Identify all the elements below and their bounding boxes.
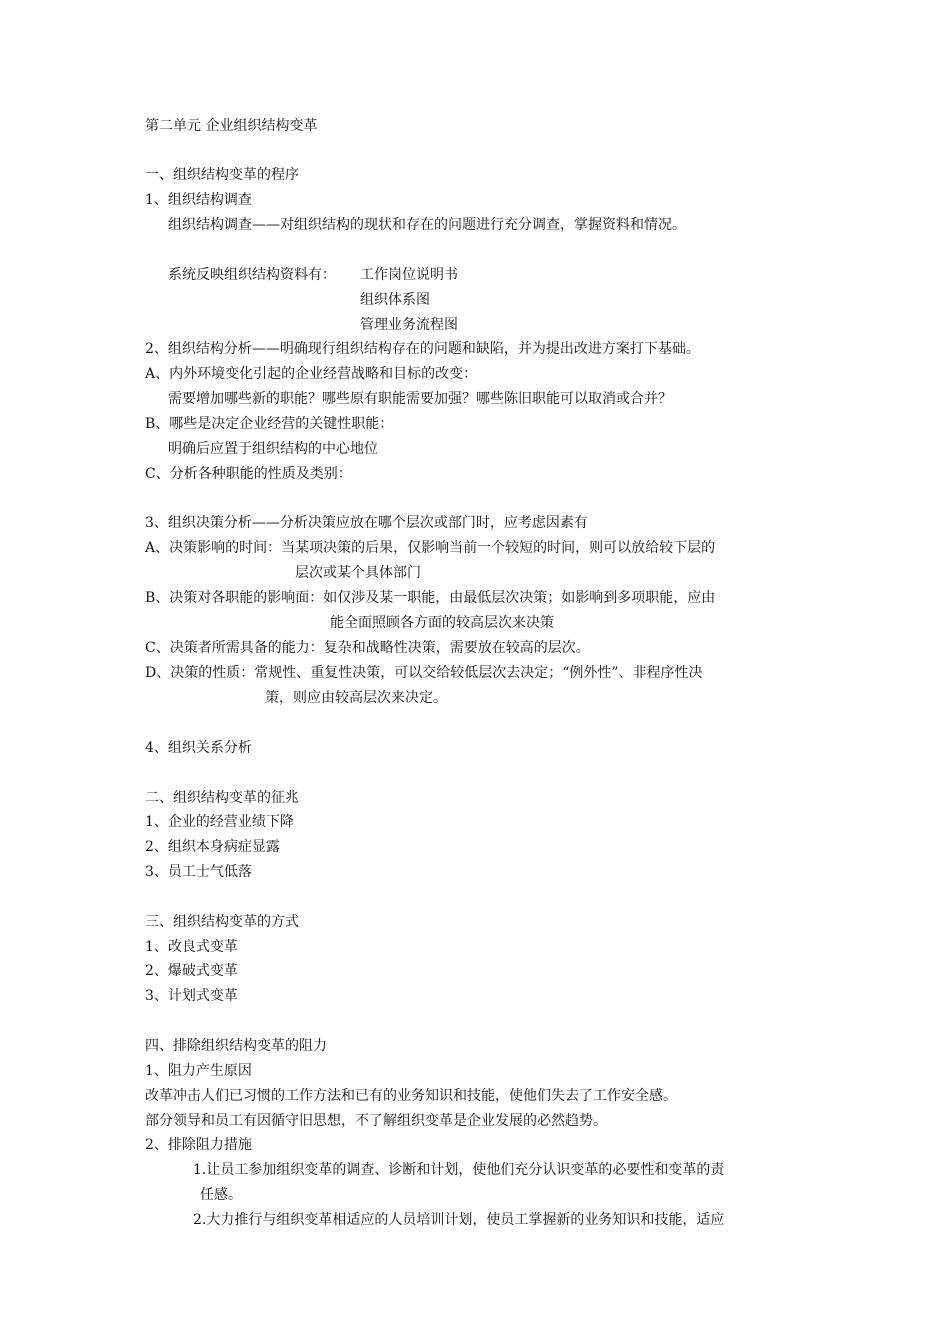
subsection-2-heading: 2、组织结构分析——明确现行组织结构存在的问题和缺陷，并为提出改进方案打下基础。	[145, 341, 700, 357]
analysis-item-a: A、内外环境变化引起的企业经营战略和目标的改变：	[145, 366, 478, 382]
analysis-item-b: B、哪些是决定企业经营的关键性职能：	[145, 416, 394, 432]
analysis-item-a-detail: 需要增加哪些新的职能？哪些原有职能需要加强？哪些陈旧职能可以取消或合并？	[168, 391, 672, 407]
subsection-heading: 2、排除阻力措施	[145, 1137, 252, 1153]
subsection-1-heading: 1、组织结构调查	[145, 192, 252, 208]
materials-item: 组织体系图	[360, 292, 430, 308]
subsection-1-definition: 组织结构调查——对组织结构的现状和存在的问题进行充分调查，掌握资料和情况。	[168, 217, 686, 233]
list-item: 2、爆破式变革	[145, 963, 238, 979]
section-1-heading: 一、组织结构变革的程序	[145, 167, 299, 183]
measure-item-1: 1.让员工参加组织变革的调查、诊断和计划，使他们充分认识变革的必要性和变革的责	[193, 1162, 725, 1178]
analysis-item-b-detail: 明确后应置于组织结构的中心地位	[168, 441, 378, 457]
subsection-heading: 1、阻力产生原因	[145, 1063, 252, 1079]
measure-item-2: 2.大力推行与组织变革相适应的人员培训计划，使员工掌握新的业务知识和技能，适应	[193, 1212, 725, 1228]
list-item: 1、改良式变革	[145, 939, 238, 955]
list-item: 3、计划式变革	[145, 988, 238, 1004]
decision-item-a-cont: 层次或某个具体部门	[295, 565, 421, 581]
materials-item: 工作岗位说明书	[360, 267, 458, 283]
resistance-reason: 改革冲击人们已习惯的工作方法和已有的业务知识和技能，使他们失去了工作安全感。	[145, 1088, 677, 1104]
subsection-3-heading: 3、组织决策分析——分析决策应放在哪个层次或部门时，应考虑因素有	[145, 515, 588, 531]
subsection-4-heading: 4、组织关系分析	[145, 740, 252, 756]
list-item: 2、组织本身病症显露	[145, 839, 280, 855]
page-title: 第二单元 企业组织结构变革	[145, 118, 318, 134]
decision-item-d-cont: 策，则应由较高层次来决定。	[265, 690, 447, 706]
section-3-heading: 三、组织结构变革的方式	[145, 914, 299, 930]
analysis-item-c: C、分析各种职能的性质及类别：	[145, 466, 352, 482]
list-item: 1、企业的经营业绩下降	[145, 814, 294, 830]
materials-label: 系统反映组织结构资料有：	[168, 267, 336, 283]
section-2-heading: 二、组织结构变革的征兆	[145, 790, 299, 806]
decision-item-d: D、决策的性质：常规性、重复性决策，可以交给较低层次去决定；“例外性”、非程序性决	[145, 665, 703, 681]
decision-item-c: C、决策者所需具备的能力：复杂和战略性决策，需要放在较高的层次。	[145, 640, 590, 656]
decision-item-b: B、决策对各职能的影响面：如仅涉及某一职能，由最低层次决策；如影响到多项职能，应由	[145, 590, 716, 606]
section-4-heading: 四、排除组织结构变革的阻力	[145, 1038, 327, 1054]
measure-item-1-cont: 任感。	[200, 1187, 242, 1203]
decision-item-b-cont: 能全面照顾各方面的较高层次来决策	[330, 615, 554, 631]
materials-item: 管理业务流程图	[360, 317, 458, 333]
decision-item-a: A、决策影响的时间：当某项决策的后果，仅影响当前一个较短的时间，则可以放给较下层的	[145, 540, 716, 556]
resistance-reason: 部分领导和员工有因循守旧思想，不了解组织变革是企业发展的必然趋势。	[145, 1113, 607, 1129]
list-item: 3、员工士气低落	[145, 864, 252, 880]
